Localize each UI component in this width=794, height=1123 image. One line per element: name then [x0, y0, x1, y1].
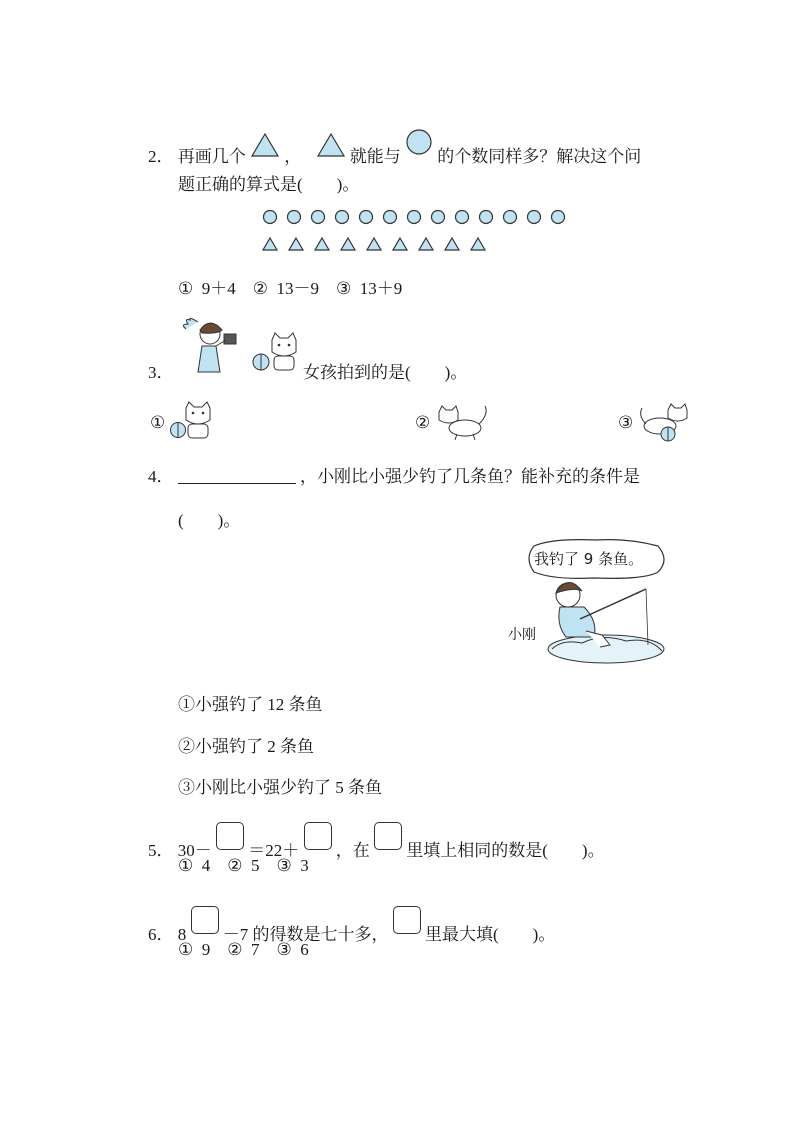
- q2-number: 2．: [148, 147, 174, 166]
- q5-number: 5．: [148, 841, 174, 860]
- q2-text-1: 再画几个: [177, 147, 246, 166]
- row-triangle: [445, 238, 459, 250]
- q4-line2: ( )。: [178, 511, 241, 530]
- q2-line1: [148, 128, 641, 167]
- q6-text-a: 8: [177, 925, 187, 944]
- q5-text-b: ＝22＋: [248, 841, 300, 860]
- q3-text: 女孩拍到的是( )。: [303, 363, 468, 382]
- q2-text-4: 的个数同样多？解决这个问: [437, 147, 642, 166]
- row-triangle: [419, 238, 433, 250]
- q4-option-1: ①小强钓了 12 条鱼: [178, 695, 323, 714]
- q3-number: 3．: [148, 363, 174, 382]
- q6-text-b: －7 的得数是七十多，: [222, 925, 389, 944]
- row-triangle: [471, 238, 485, 250]
- girl-camera-illustration: [178, 312, 248, 376]
- row-triangle: [263, 238, 277, 250]
- q6-box-reference: [393, 906, 421, 934]
- row-triangle: [315, 238, 329, 250]
- q6-answer-box[interactable]: [191, 906, 219, 934]
- triangle-icon: [250, 132, 280, 158]
- speech-bubble-text: 我钓了 9 条鱼。: [534, 550, 644, 568]
- row-circle: [408, 211, 421, 224]
- q2-options: ① 9＋4 ② 13－9 ③ 13＋9: [178, 279, 403, 298]
- q3-option-2-label: ②: [415, 413, 431, 432]
- q4-line1: [148, 462, 640, 487]
- q5-options: ① 4 ② 5 ③ 3: [178, 856, 309, 875]
- row-circle: [312, 211, 325, 224]
- row-circle: [432, 211, 445, 224]
- row-triangle: [341, 238, 355, 250]
- row-circle: [264, 211, 277, 224]
- row-circle: [336, 211, 349, 224]
- row-circle: [552, 211, 565, 224]
- kitten-back-with-ball-icon: [638, 402, 694, 442]
- q2-line2: 题正确的算式是( )。: [178, 175, 360, 194]
- row-circle: [480, 211, 493, 224]
- row-circle: [528, 211, 541, 224]
- shape-rows: [262, 208, 562, 254]
- row-circle: [360, 211, 373, 224]
- q5-text-d: 里填上相同的数是( )。: [406, 841, 605, 860]
- q6-number: 6．: [148, 925, 174, 944]
- q4-option-2: ②小强钓了 2 条鱼: [178, 737, 314, 756]
- circle-icon: [405, 128, 433, 156]
- kitten-side-icon: [435, 402, 491, 442]
- row-circle: [288, 211, 301, 224]
- q3-option-3: [618, 402, 694, 447]
- row-circle: [456, 211, 469, 224]
- row-triangle: [289, 238, 303, 250]
- kitten-front-with-ball-icon: [170, 402, 218, 442]
- speech-bubble: [524, 540, 644, 568]
- q6-text-c: 里最大填( )。: [425, 925, 556, 944]
- q5-text-c: ，在: [335, 841, 370, 860]
- q5-answer-box-1[interactable]: [216, 822, 244, 850]
- q3-option-1: [150, 402, 218, 447]
- row-circle: [384, 211, 397, 224]
- q3-option-2: [415, 402, 491, 447]
- q2-text-2: ，: [284, 147, 302, 166]
- row-circle: [504, 211, 517, 224]
- q2-text-3: 就能与: [349, 147, 401, 166]
- q4-number: 4．: [148, 467, 174, 486]
- row-triangle: [393, 238, 407, 250]
- q4-option-3: ③小刚比小强少钓了 5 条鱼: [178, 778, 382, 797]
- q4-answer-blank[interactable]: [178, 466, 296, 484]
- q5-text-a: 30－: [177, 841, 212, 860]
- q5-answer-box-2[interactable]: [304, 822, 332, 850]
- q6-options: ① 9 ② 7 ③ 6: [178, 940, 309, 959]
- q3-option-3-label: ③: [618, 413, 634, 432]
- boy-label: 小刚: [508, 627, 536, 643]
- q5-box-reference: [374, 822, 402, 850]
- triangle-icon: [316, 132, 346, 158]
- kitten-with-ball-illustration: [252, 332, 304, 374]
- row-triangle: [367, 238, 381, 250]
- q4-text: ，小刚比小强少钓了几条鱼？能补充的条件是: [300, 467, 640, 486]
- boy-fishing-illustration: [546, 575, 670, 667]
- q3-option-1-label: ①: [150, 413, 166, 432]
